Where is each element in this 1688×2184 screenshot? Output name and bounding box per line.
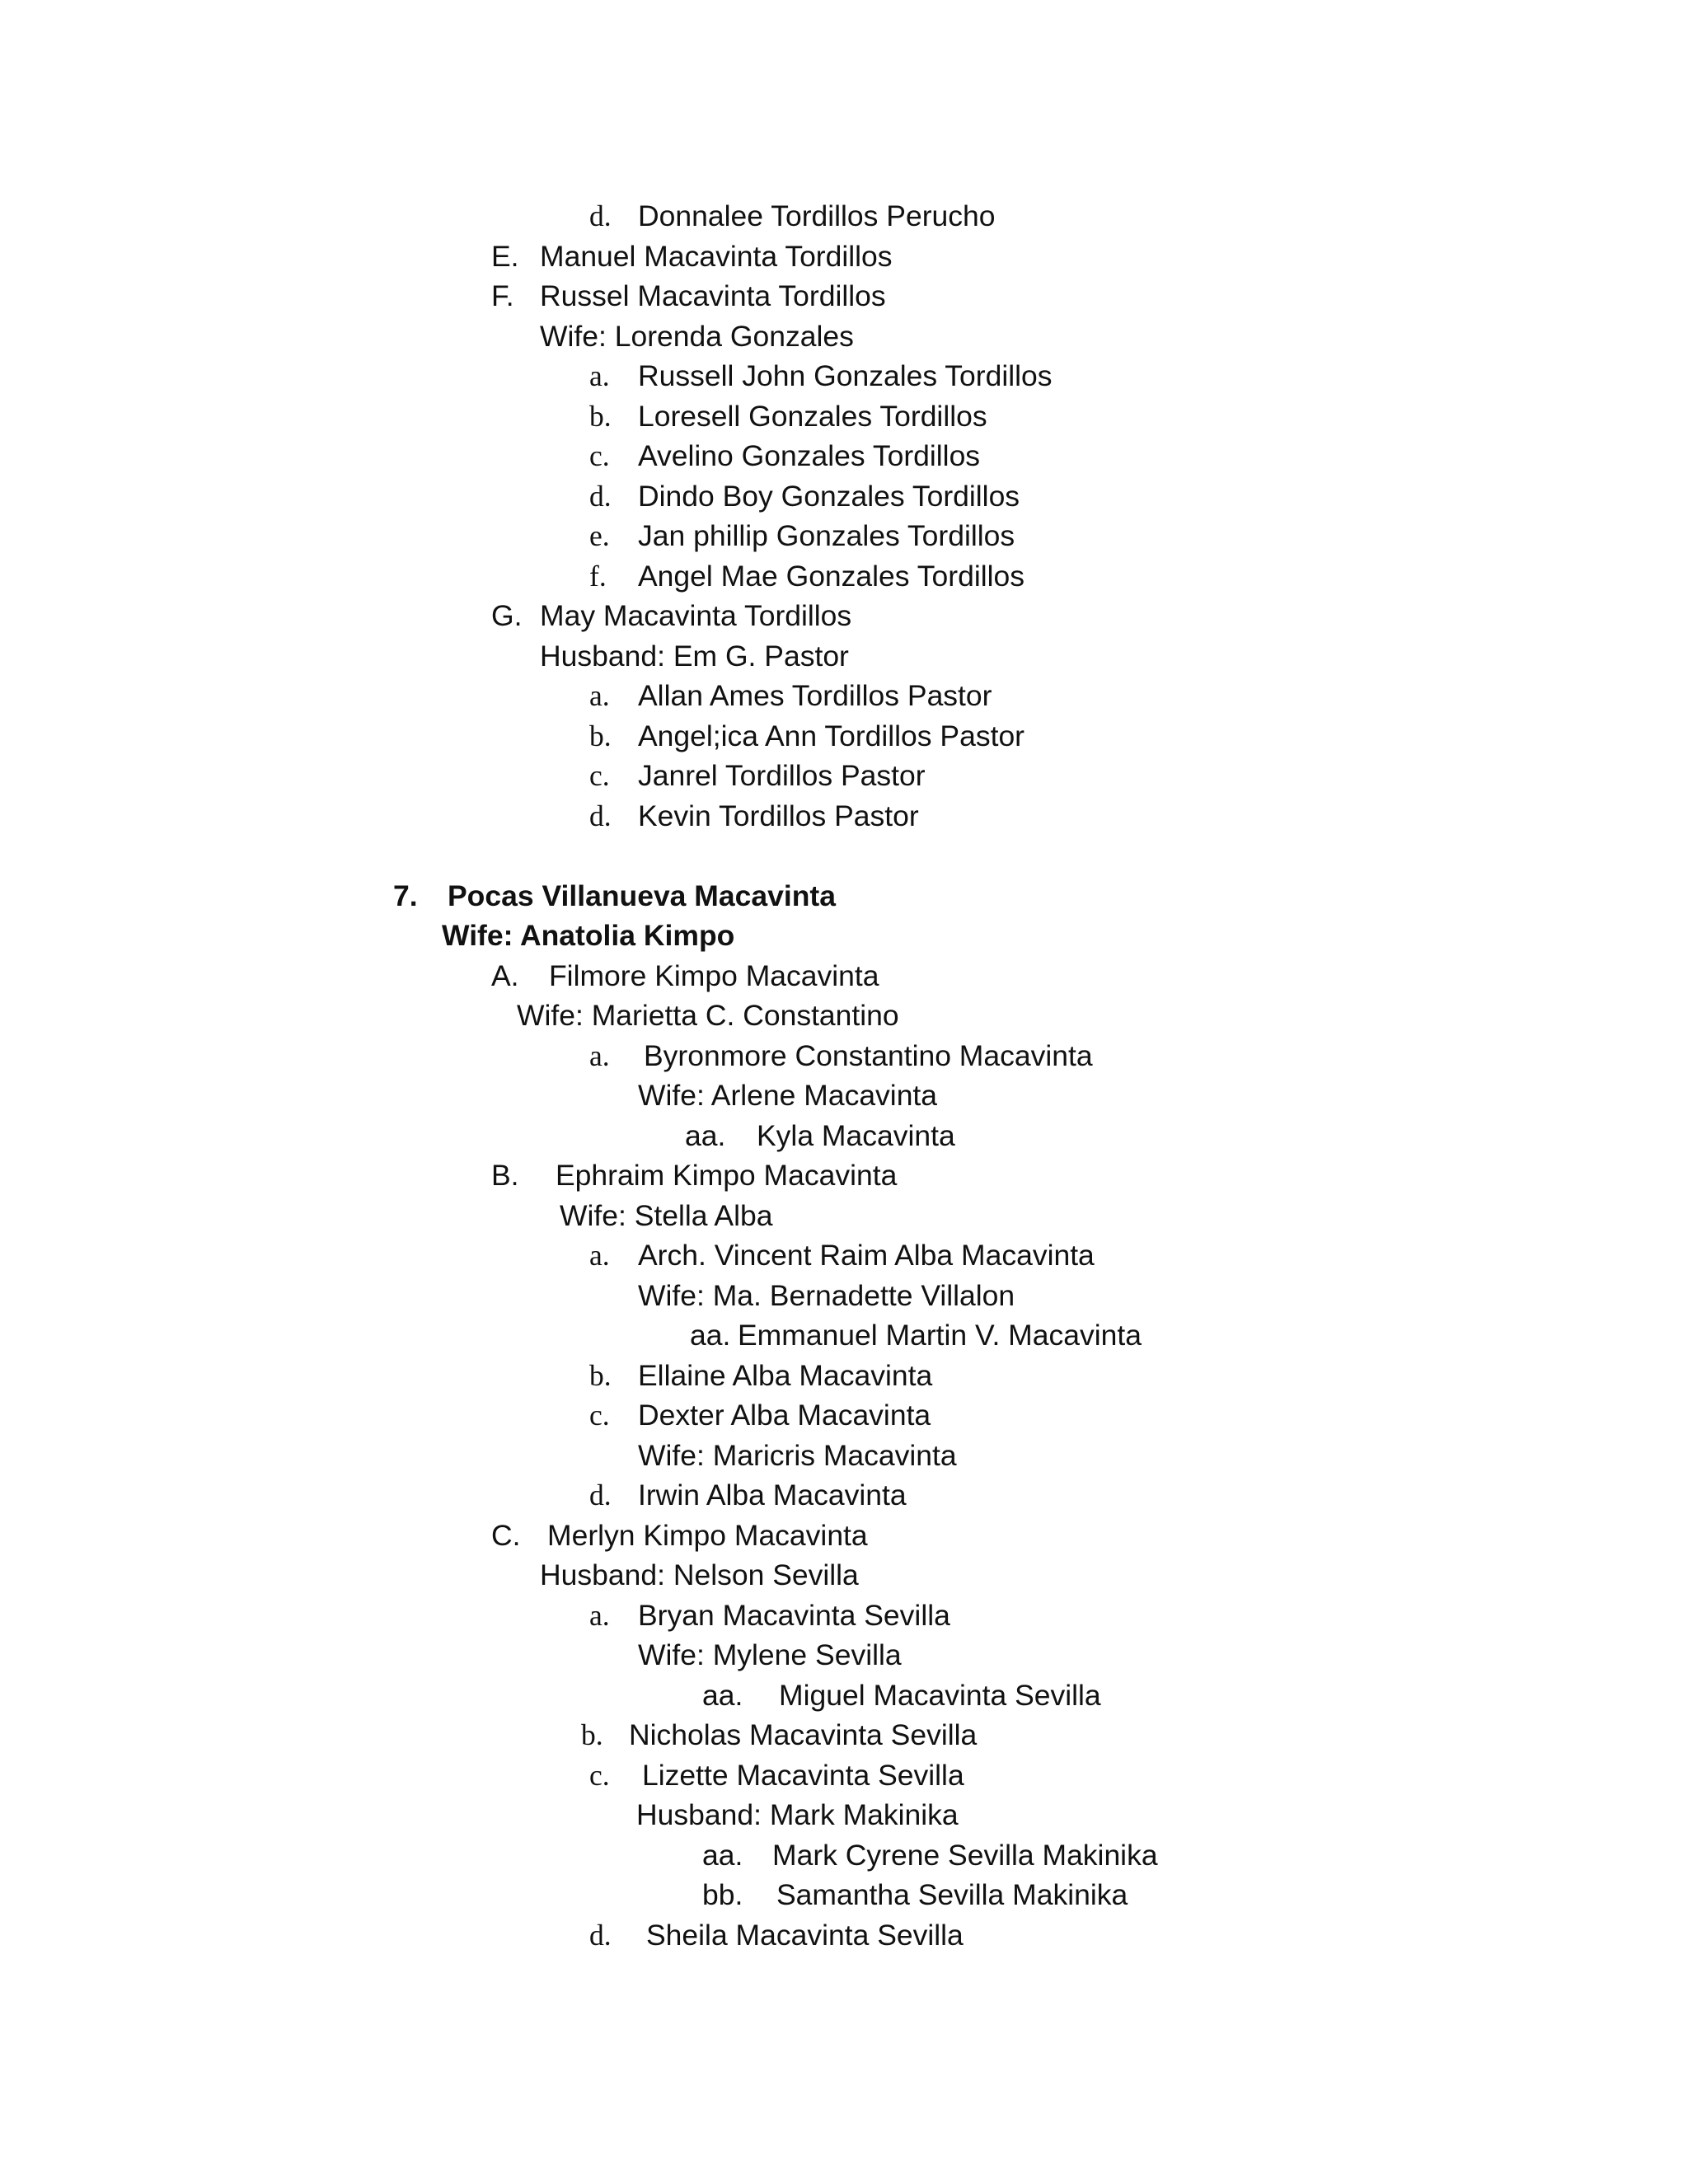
outline-item-text: Angel Mae Gonzales Tordillos <box>638 560 1025 593</box>
outline-item-text: Nicholas Macavinta Sevilla <box>629 1718 978 1751</box>
list-marker: a. <box>589 1239 610 1272</box>
list-marker: a. <box>589 359 610 392</box>
outline-item <box>589 199 612 232</box>
outline-item-text: Allan Ames Tordillos Pastor <box>638 679 992 712</box>
spouse-line: Wife: Lorenda Gonzales <box>540 320 854 353</box>
list-marker: f. <box>589 560 607 593</box>
outline-item-text: Miguel Macavinta Sevilla <box>779 1679 1101 1712</box>
spouse-line: Wife: Arlene Macavinta <box>638 1079 938 1112</box>
outline-item-text: Merlyn Kimpo Macavinta <box>547 1519 868 1552</box>
outline-item-text: Byronmore Constantino Macavinta <box>644 1039 1093 1072</box>
spouse-line: Wife: Maricris Macavinta <box>638 1439 957 1472</box>
outline-item-text: Russell John Gonzales Tordillos <box>638 359 1053 392</box>
list-marker: B. <box>491 1159 519 1192</box>
list-marker: d. <box>589 1919 612 1952</box>
outline-item-text: Jan phillip Gonzales Tordillos <box>638 519 1015 552</box>
list-marker: aa. <box>685 1119 726 1152</box>
spouse-line: Husband: Em G. Pastor <box>540 640 849 673</box>
outline-item-text: Russel Macavinta Tordillos <box>540 279 886 312</box>
list-marker: a. <box>589 1039 610 1072</box>
spouse-line: Wife: Mylene Sevilla <box>638 1638 902 1671</box>
list-marker: c. <box>589 439 610 472</box>
outline-item-text: Emmanuel Martin V. Macavinta <box>738 1319 1142 1352</box>
list-marker: C. <box>491 1519 521 1552</box>
list-marker: d. <box>589 480 612 513</box>
outline-item-text: Mark Cyrene Sevilla Makinika <box>772 1839 1158 1872</box>
outline-item-text: Lizette Macavinta Sevilla <box>642 1759 964 1792</box>
list-marker: G. <box>491 599 523 632</box>
list-marker: d. <box>589 799 612 832</box>
outline-item-text: Ephraim Kimpo Macavinta <box>556 1159 898 1192</box>
outline-item-text: Samantha Sevilla Makinika <box>776 1878 1128 1911</box>
list-marker: a. <box>589 679 610 712</box>
spouse-line: Husband: Nelson Sevilla <box>540 1558 859 1591</box>
list-marker: e. <box>589 519 610 552</box>
list-marker: b. <box>589 400 612 433</box>
list-marker: F. <box>491 279 514 312</box>
list-marker: c. <box>589 1399 610 1432</box>
outline-item-text: May Macavinta Tordillos <box>540 599 852 632</box>
outline-item-text: Dexter Alba Macavinta <box>638 1399 931 1432</box>
list-marker: b. <box>581 1718 603 1751</box>
outline-item-text: Bryan Macavinta Sevilla <box>638 1599 950 1632</box>
spouse-line: Wife: Stella Alba <box>560 1199 773 1232</box>
outline-item-text: Manuel Macavinta Tordillos <box>540 240 893 273</box>
list-marker: aa. <box>690 1319 731 1352</box>
list-marker: aa. <box>702 1679 743 1712</box>
section-heading: Pocas Villanueva Macavinta <box>448 879 836 912</box>
list-marker: A. <box>491 959 519 992</box>
spouse-line: Husband: Mark Makinika <box>636 1798 959 1831</box>
outline-item-text: Loresell Gonzales Tordillos <box>638 400 987 433</box>
outline-item-text: Donnalee Tordillos Perucho <box>638 199 996 232</box>
list-marker: aa. <box>702 1839 743 1872</box>
list-marker: E. <box>491 240 519 273</box>
section-number: 7. <box>393 879 418 912</box>
list-marker: b. <box>589 719 612 752</box>
list-marker: d. <box>589 199 612 232</box>
list-marker: c. <box>589 759 610 792</box>
list-marker: d. <box>589 1479 612 1511</box>
list-marker: b. <box>589 1359 612 1392</box>
outline-item-text: Dindo Boy Gonzales Tordillos <box>638 480 1020 513</box>
outline-item-text: Irwin Alba Macavinta <box>638 1479 907 1511</box>
spouse-line: Wife: Ma. Bernadette Villalon <box>638 1279 1015 1312</box>
outline-item-text: Avelino Gonzales Tordillos <box>638 439 981 472</box>
outline-item-text: Sheila Macavinta Sevilla <box>646 1919 964 1952</box>
spouse-line: Wife: Marietta C. Constantino <box>517 999 899 1032</box>
list-marker: c. <box>589 1759 610 1792</box>
outline-item-text: Arch. Vincent Raim Alba Macavinta <box>638 1239 1095 1272</box>
outline-item-text: Angel;ica Ann Tordillos Pastor <box>638 719 1025 752</box>
outline-item-text: Kyla Macavinta <box>757 1119 955 1152</box>
section-spouse: Wife: Anatolia Kimpo <box>442 919 735 952</box>
outline-item-text: Kevin Tordillos Pastor <box>638 799 919 832</box>
outline-item-text: Ellaine Alba Macavinta <box>638 1359 933 1392</box>
outline-item-text: Janrel Tordillos Pastor <box>638 759 926 792</box>
list-marker: a. <box>589 1599 610 1632</box>
outline-item-text: Filmore Kimpo Macavinta <box>549 959 879 992</box>
list-marker: bb. <box>702 1878 743 1911</box>
